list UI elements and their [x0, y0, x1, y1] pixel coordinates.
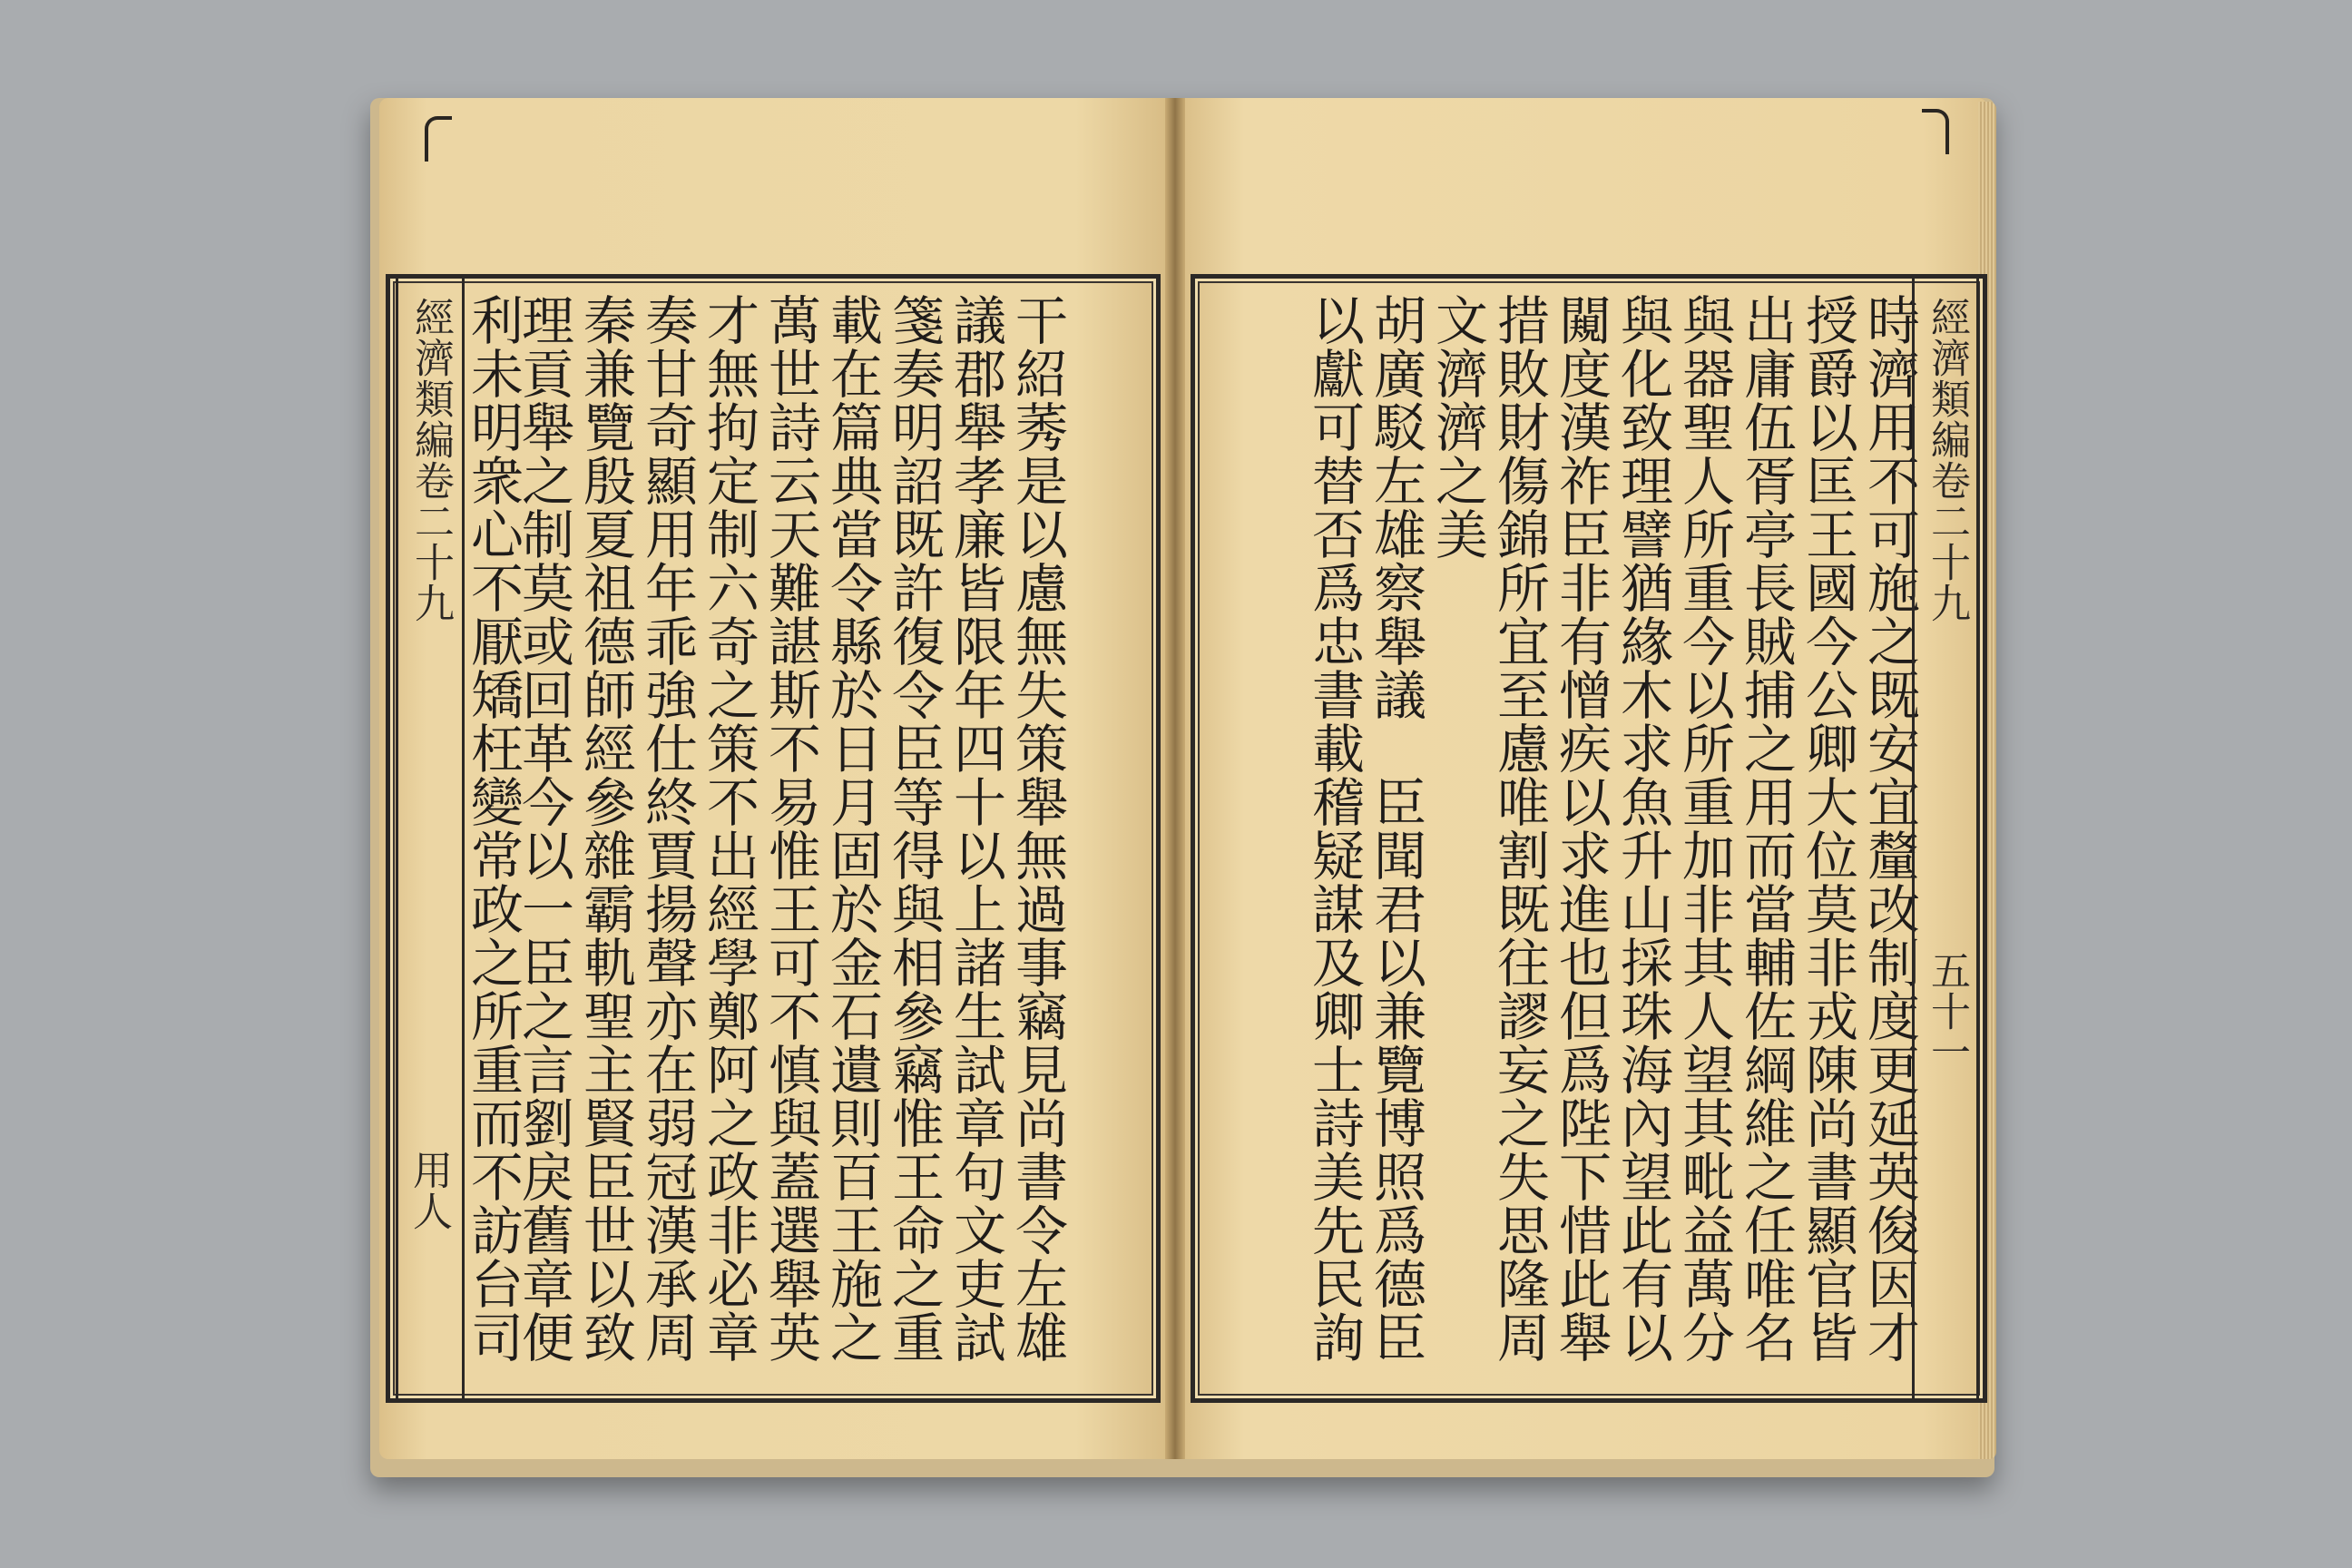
- left-text-frame: [386, 274, 1161, 1403]
- left-column-4: 載在篇典當令縣於日月固於金石遺則百王施之: [821, 293, 883, 1364]
- right-column-8: 文濟濟之美: [1426, 293, 1488, 561]
- right-margin-subtitle: 五十一: [1924, 950, 1970, 1073]
- right-column-2: 授爵以匡王國今公卿大位莫非戎陳尚書顯官皆: [1797, 293, 1858, 1364]
- left-column-7: 奏甘奇顯用年乖強仕終賈揚聲亦在弱冠漢承周: [636, 293, 698, 1364]
- left-margin-column: [396, 279, 465, 1398]
- right-column-9: 胡廣駁左雄察舉議 臣聞君以兼覽博照爲德臣: [1365, 293, 1426, 1364]
- right-column-1: 時濟用不可施之既安宜釐改制度更延英俊因才: [1858, 293, 1920, 1364]
- left-column-9: 理貢舉之制莫或回革今以一臣之言劉戾舊章便: [513, 293, 574, 1364]
- right-text-frame: [1191, 274, 1987, 1403]
- left-column-6: 才無拘定制六奇之策不出經學鄭阿之政非必章: [698, 293, 760, 1364]
- left-column-10: 利未明衆心不厭矯枉變常政之所重而不訪台司: [462, 293, 524, 1364]
- left-column-5: 萬世詩云天難諶斯不易惟王可不慎與蓋選舉英: [760, 293, 821, 1364]
- right-column-7: 措敗財傷錦所宜至慮唯割既往謬妄之失思隆周: [1488, 293, 1550, 1364]
- left-column-2: 議郡舉孝廉皆限年四十以上諸生試章句文吏試: [945, 293, 1006, 1364]
- binding-thread-right: [1922, 109, 1949, 154]
- right-column-3: 出庸伍胥亭長賊捕之用而當輔佐綱維之任唯名: [1735, 293, 1797, 1364]
- book-gutter: [1165, 98, 1185, 1459]
- left-margin-subtitle: 用人: [406, 1150, 452, 1231]
- left-column-3: 箋奏明詔既許復令臣等得與相參竊惟王命之重: [883, 293, 945, 1364]
- right-column-6: 闚度漢祚臣非有憎疾以求進也但爲陛下惜此舉: [1550, 293, 1612, 1364]
- right-column-10: 以獻可替否爲忠書載稽疑謀及卿士詩美先民詢: [1303, 293, 1365, 1364]
- binding-thread-left: [425, 116, 452, 162]
- right-column-5: 與化致理譬猶緣木求魚升山採珠海內望此有以: [1612, 293, 1673, 1364]
- left-margin-title: 經濟類編卷二十九: [407, 297, 454, 623]
- right-column-4: 與器聖人所重今以所重加非其人望其毗益萬分: [1673, 293, 1735, 1364]
- right-margin-column: [1912, 279, 1979, 1398]
- left-column-1: 干紹莠是以慮無失策舉無過事竊見尚書令左雄: [1006, 293, 1068, 1364]
- right-margin-title: 經濟類編卷二十九: [1924, 297, 1970, 623]
- left-column-8: 秦兼覽殷夏祖德師經參雜霸軌聖主賢臣世以致: [574, 293, 636, 1364]
